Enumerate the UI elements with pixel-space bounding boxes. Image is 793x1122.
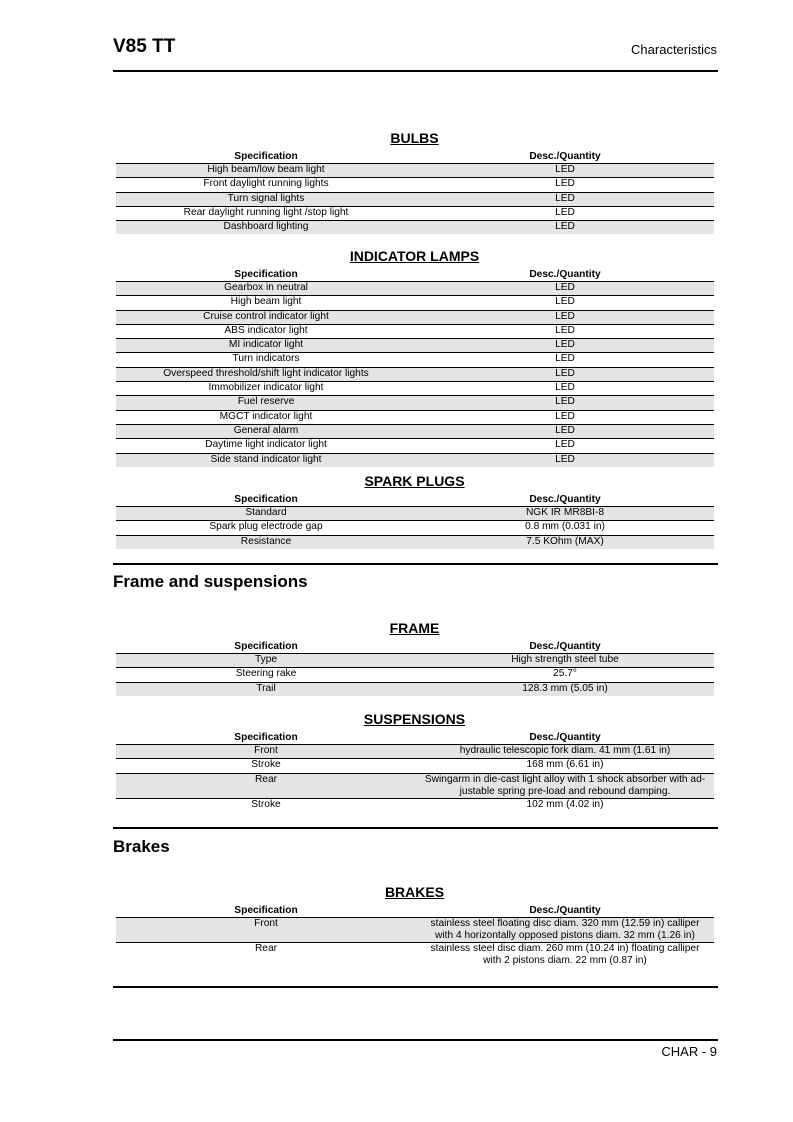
value-cell: LED xyxy=(416,367,714,381)
spec-cell: Steering rake xyxy=(116,668,416,682)
value-cell: LED xyxy=(416,353,714,367)
suspensions-title: SUSPENSIONS xyxy=(363,711,466,727)
spec-cell: Standard xyxy=(116,507,416,521)
table-row xyxy=(116,507,714,521)
table-row xyxy=(116,324,714,338)
spec-cell: Turn indicators xyxy=(116,353,416,367)
spark-plugs-table xyxy=(116,493,714,549)
table-row xyxy=(116,367,714,381)
header-rule xyxy=(113,70,718,72)
value-line: stainless steel floating disc diam. 320 mm (12.59 in) calliper xyxy=(430,918,700,929)
bulbs-table xyxy=(116,150,714,234)
table-row xyxy=(116,439,714,453)
column-header-specification: Specification xyxy=(116,640,416,654)
table-row xyxy=(116,759,714,773)
table-row xyxy=(116,206,714,220)
value-cell: 25.7° xyxy=(416,668,714,682)
spec-cell: Stroke xyxy=(116,759,416,773)
table-row xyxy=(116,521,714,535)
footer-rule xyxy=(113,1039,718,1041)
value-cell: LED xyxy=(416,424,714,438)
table-row xyxy=(116,424,714,438)
table-row xyxy=(116,654,714,668)
value-cell: LED xyxy=(416,164,714,178)
column-header-specification: Specification xyxy=(116,150,416,164)
value-cell xyxy=(416,773,714,798)
spec-cell: Rear daylight running light /stop light xyxy=(116,206,416,220)
spec-cell: Side stand indicator light xyxy=(116,453,416,467)
brakes-table xyxy=(116,904,714,967)
table-row xyxy=(116,410,714,424)
section-divider xyxy=(113,986,718,988)
spec-cell: Fuel reserve xyxy=(116,396,416,410)
column-header-specification: Specification xyxy=(116,268,416,282)
spec-cell: Front xyxy=(116,918,416,943)
frame-title: FRAME xyxy=(389,620,440,636)
table-row xyxy=(116,535,714,549)
spec-cell: Daytime light indicator light xyxy=(116,439,416,453)
table-row xyxy=(116,164,714,178)
spec-cell: Type xyxy=(116,654,416,668)
column-header-specification: Specification xyxy=(116,904,416,918)
value-cell: 168 mm (6.61 in) xyxy=(416,759,714,773)
column-header-desc-quantity: Desc./Quantity xyxy=(416,268,714,282)
table-row xyxy=(116,339,714,353)
spec-cell: Rear xyxy=(116,773,416,798)
column-header-desc-quantity: Desc./Quantity xyxy=(416,904,714,918)
value-cell: LED xyxy=(416,324,714,338)
value-cell: LED xyxy=(416,221,714,235)
spec-cell: High beam light xyxy=(116,296,416,310)
value-line: justable spring pre-load and rebound damping. xyxy=(459,785,671,797)
spec-cell: Resistance xyxy=(116,535,416,549)
table-row xyxy=(116,310,714,324)
value-cell: LED xyxy=(416,178,714,192)
table-row xyxy=(116,178,714,192)
chapter-heading-brakes: Brakes xyxy=(113,837,170,856)
spec-cell: MGCT indicator light xyxy=(116,410,416,424)
spec-cell: MI indicator light xyxy=(116,339,416,353)
value-line: with 2 pistons diam. 22 mm (0.87 in) xyxy=(483,955,647,966)
value-cell: LED xyxy=(416,439,714,453)
value-cell: 0.8 mm (0.031 in) xyxy=(416,521,714,535)
value-cell: LED xyxy=(416,282,714,296)
value-cell: LED xyxy=(416,296,714,310)
value-cell: LED xyxy=(416,192,714,206)
brakes-title: BRAKES xyxy=(384,884,445,900)
value-cell xyxy=(416,918,714,943)
bulbs-title: BULBS xyxy=(390,130,439,146)
table-row xyxy=(116,453,714,467)
spec-cell: Front xyxy=(116,745,416,759)
table-row xyxy=(116,682,714,696)
value-cell: High strength steel tube xyxy=(416,654,714,668)
column-header-specification: Specification xyxy=(116,731,416,745)
table-row xyxy=(116,221,714,235)
spark-plugs-title: SPARK PLUGS xyxy=(364,473,465,489)
spec-cell: Overspeed threshold/shift light indicator lights xyxy=(116,367,416,381)
value-cell xyxy=(416,943,714,968)
table-row xyxy=(116,282,714,296)
value-cell: 7.5 KOhm (MAX) xyxy=(416,535,714,549)
spec-cell: Gearbox in neutral xyxy=(116,282,416,296)
spec-cell: ABS indicator light xyxy=(116,324,416,338)
table-row xyxy=(116,396,714,410)
spec-cell: Immobilizer indicator light xyxy=(116,382,416,396)
spec-cell: High beam/low beam light xyxy=(116,164,416,178)
value-cell: NGK IR MR8BI-8 xyxy=(416,507,714,521)
table-row xyxy=(116,192,714,206)
value-cell: LED xyxy=(416,206,714,220)
spec-cell: Turn signal lights xyxy=(116,192,416,206)
value-cell: LED xyxy=(416,310,714,324)
section-name: Characteristics xyxy=(631,42,717,57)
spec-cell: General alarm xyxy=(116,424,416,438)
value-cell: LED xyxy=(416,396,714,410)
frame-table xyxy=(116,640,714,696)
column-header-desc-quantity: Desc./Quantity xyxy=(416,640,714,654)
value-cell: 102 mm (4.02 in) xyxy=(526,798,604,810)
indicator-lamps-title: INDICATOR LAMPS xyxy=(349,248,480,264)
column-header-desc-quantity: Desc./Quantity xyxy=(416,731,714,745)
value-line: with 4 horizontally opposed pistons diam. 32 mm (1.26 in) xyxy=(435,930,695,941)
table-row xyxy=(116,382,714,396)
table-row xyxy=(116,745,714,759)
value-cell: LED xyxy=(416,382,714,396)
spec-cell: Cruise control indicator light xyxy=(116,310,416,324)
value-cell: LED xyxy=(416,453,714,467)
table-row xyxy=(116,773,714,798)
column-header-desc-quantity: Desc./Quantity xyxy=(416,150,714,164)
value-line: stainless steel disc diam. 260 mm (10.24 in) floating calliper xyxy=(430,943,700,954)
spec-cell: Stroke xyxy=(251,798,281,810)
spec-cell: Trail xyxy=(116,682,416,696)
page-number: CHAR - 9 xyxy=(661,1044,717,1059)
section-divider xyxy=(113,563,718,565)
value-cell: LED xyxy=(416,339,714,353)
column-header-desc-quantity: Desc./Quantity xyxy=(416,493,714,507)
table-row xyxy=(116,943,714,968)
value-cell: LED xyxy=(416,410,714,424)
spec-cell: Spark plug electrode gap xyxy=(116,521,416,535)
indicator-lamps-table xyxy=(116,268,714,467)
section-divider xyxy=(113,827,718,829)
value-line: Swingarm in die-cast light alloy with 1 shock absorber with ad- xyxy=(424,773,706,785)
value-cell: hydraulic telescopic fork diam. 41 mm (1.61 in) xyxy=(416,745,714,759)
table-row xyxy=(116,798,714,812)
document-title: V85 TT xyxy=(113,36,176,57)
table-row xyxy=(116,918,714,943)
column-header-specification: Specification xyxy=(116,493,416,507)
suspensions-table xyxy=(116,731,714,812)
chapter-heading-frame: Frame and suspensions xyxy=(113,572,308,591)
table-row xyxy=(116,353,714,367)
table-row xyxy=(116,668,714,682)
value-cell: 128.3 mm (5.05 in) xyxy=(416,682,714,696)
spec-cell: Front daylight running lights xyxy=(116,178,416,192)
spec-cell: Rear xyxy=(254,943,278,954)
spec-cell: Dashboard lighting xyxy=(116,221,416,235)
table-row xyxy=(116,296,714,310)
